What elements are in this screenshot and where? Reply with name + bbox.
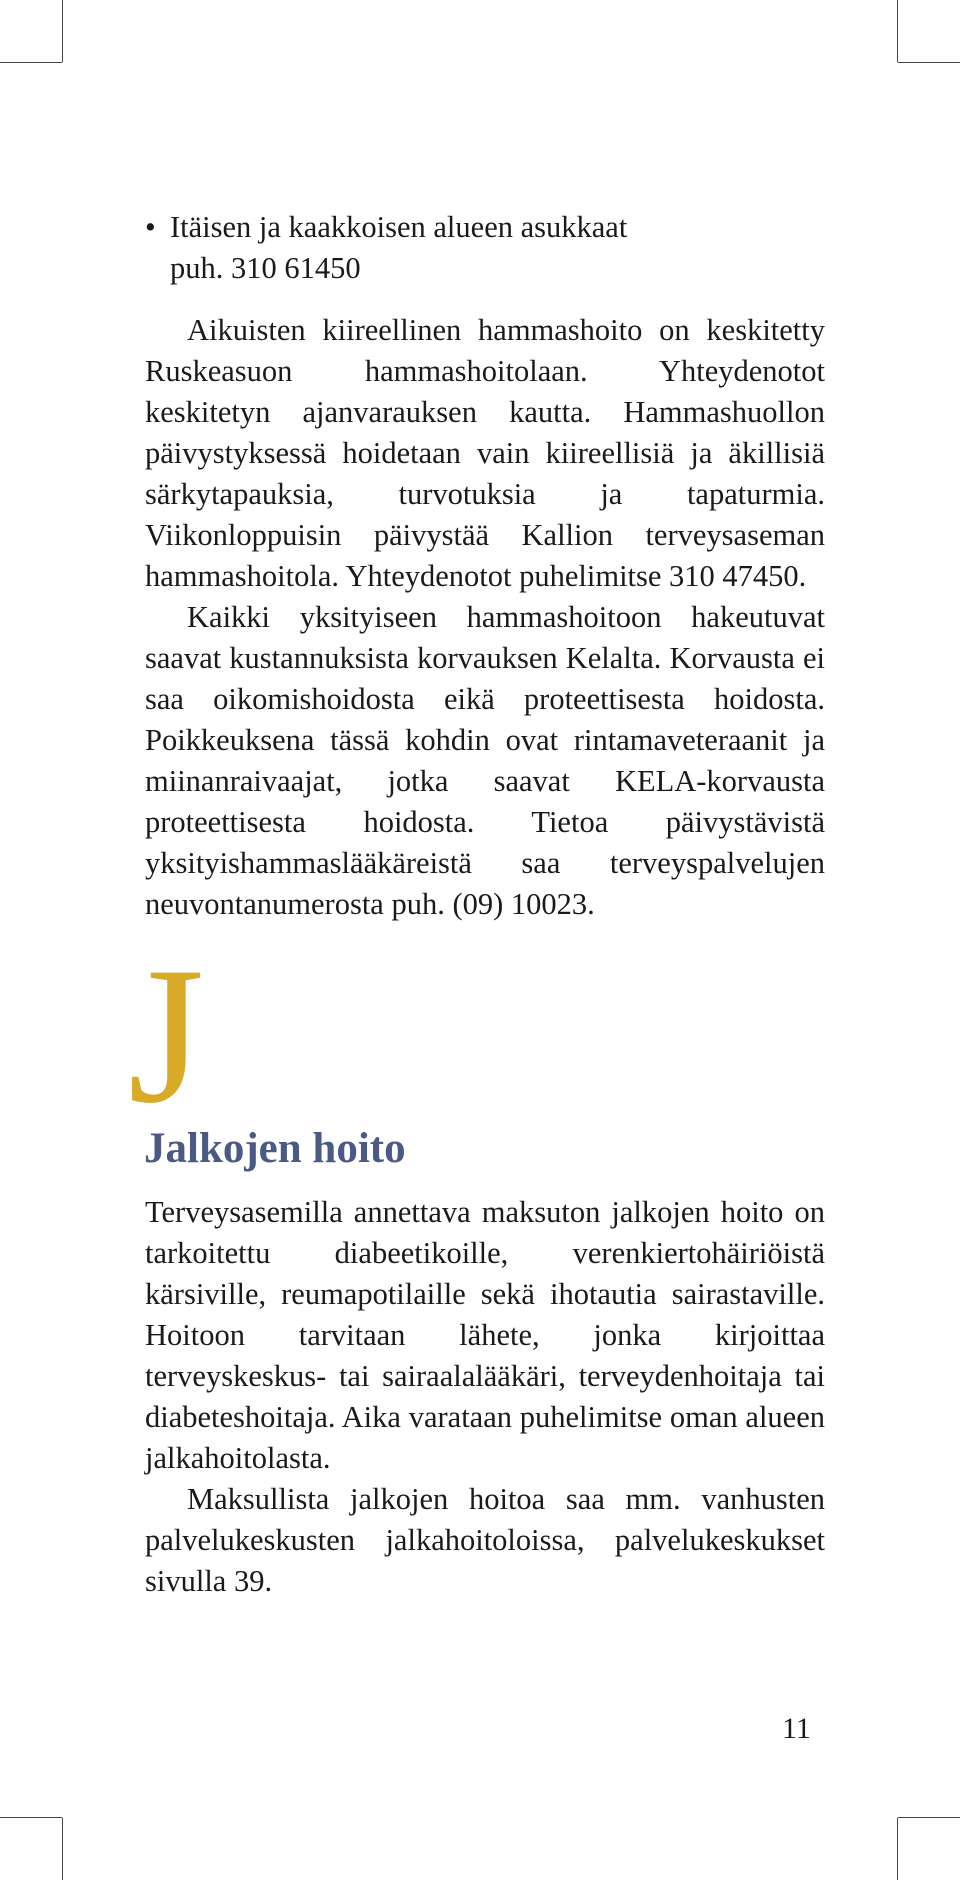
foot-care-paragraph-2: Maksullista jalkojen hoitoa saa mm. vanhusten palvelukeskusten jalkahoitoloissa, palvelukeskukset sivulla 39. (145, 1482, 825, 1598)
section-initial-letter: J (128, 927, 205, 1144)
crop-mark-top-left-h (0, 62, 62, 63)
dental-paragraph-2: Kaikki yksityiseen hammashoitoon hakeutuvat saavat kustannuksista korvauksen Kelalta. Korvausta ei saa oikomishoidosta eikä proteettisesta hoidosta. Poikkeuksena tässä kohdin ovat rintamaveteraanit ja miinanraivaajat, jotka saavat KELA-korvausta proteettisesta hoidosta. Tietoa päivystävistä yksityishammaslääkäreistä saa terveyspalvelujen neuvontanumerosta puh. (09) 10023. (145, 600, 825, 921)
bullet-icon: • (145, 210, 156, 244)
crop-mark-bottom-right-h (898, 1817, 960, 1818)
section-heading: Jalkojen hoito (144, 1125, 406, 1172)
foot-care-paragraph-1: Terveysasemilla annettava maksuton jalkojen hoito on tarkoitettu diabeetikoille, verenkiertohäiriöistä kärsiville, reumapotilaille sekä ihotautia sairastaville. Hoitoon tarvitaan lähete, jonka kirjoittaa terveyskeskus- tai sairaalalääkäri, terveydenhoitaja tai diabeteshoitaja. Aika varataan puhelimitse oman alueen jalkahoitolasta. (145, 1195, 825, 1475)
crop-mark-bottom-right (897, 1818, 898, 1880)
dental-paragraph-1: Aikuisten kiireellinen hammashoito on keskitetty Ruskeasuon hammashoitolaan. Yhteydenotot keskitetyn ajanvarauksen kautta. Hammashuollon päivystyksessä hoidetaan vain kiireellisiä ja äkillisiä särkytapauksia, turvotuksia ja tapaturmia. Viikonloppuisin päivystää Kallion terveysaseman hammashoitola. Yhteydenotot puhelimitse 310 47450. (145, 313, 825, 593)
bullet-item-text: Itäisen ja kaakkoisen alueen asukkaat (170, 210, 628, 244)
foot-care-text (145, 1192, 825, 1602)
crop-mark-top-right (897, 0, 898, 62)
crop-mark-bottom-left (62, 1818, 63, 1880)
crop-mark-top-right-h (898, 62, 960, 63)
crop-mark-top-left (62, 0, 63, 62)
bullet-list-item (145, 207, 627, 289)
page-number: 11 (782, 1712, 811, 1745)
crop-mark-bottom-left-h (0, 1817, 62, 1818)
bullet-item-phone: puh. 310 61450 (170, 251, 361, 285)
dental-care-text (145, 310, 825, 925)
